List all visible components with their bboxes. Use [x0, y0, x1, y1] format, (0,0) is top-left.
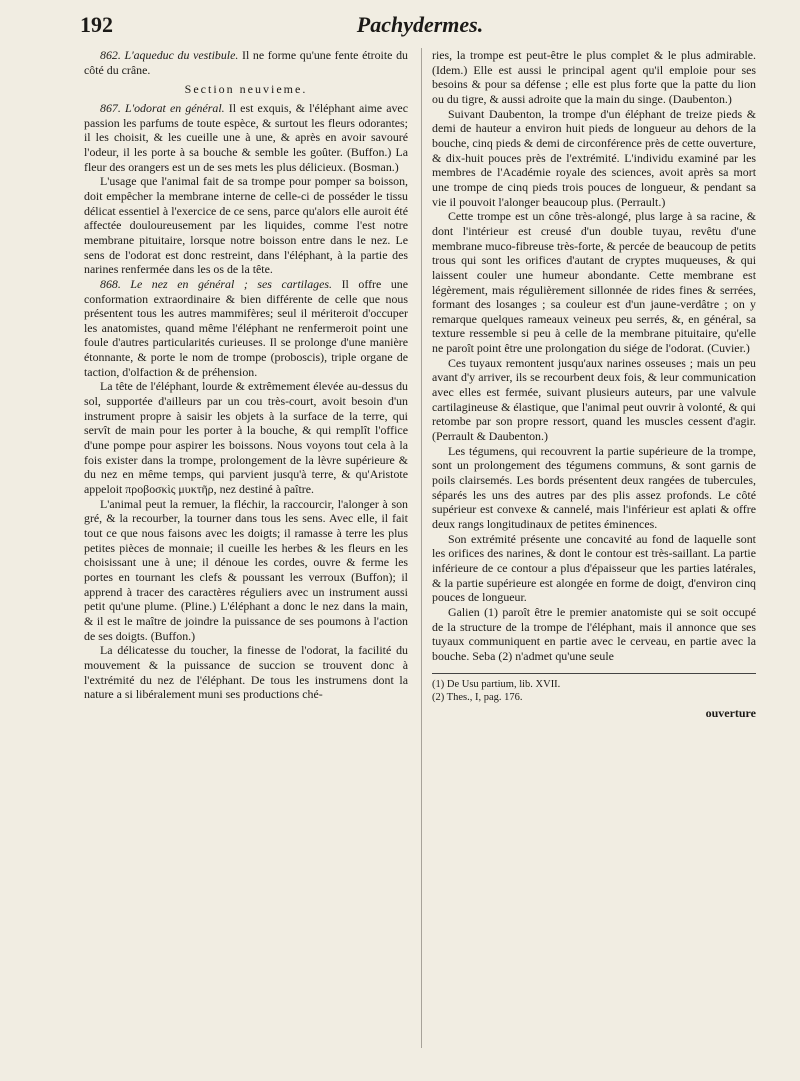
catchword: ouverture	[705, 705, 756, 720]
paragraph-text: Suivant Daubenton, la trompe d'un éléphant de treize pieds & demi de hauteur a environ huit pieds de longueur au dehors de la bouche, cinq pieds & demi de circonférence près de cette ouverture, & dix-huit pouces près de l'extrémité. L'individu examiné par les membres de l'Académie royale des sciences, avoit après sa mort une trompe de cinq pieds trois pouces de longueur, & pendant sa vie il pouvoit l'alonger beaucoup plus. (Perrault.)	[432, 106, 756, 209]
paragraph-text: La délicatesse du toucher, la finesse de l'odorat, la facilité du mouvement & la puissance de succion se trouvent donc à l'extrémité du nez de l'éléphant. De tous les instrumens dont la nature a si libéralement muni ses productions ché-	[84, 643, 408, 702]
footnote-rule	[432, 673, 756, 674]
running-head: Pachydermes.	[356, 12, 484, 37]
paragraph-text: Les tégumens, qui recouvrent la partie supérieure de la trompe, sont un prolongement des tégumens communs, & sont garnis de poils clairsemés. Les bords présentent deux rangées de tubercules, séparés les uns des autres par des plis assez profonds. Le côté supérieur est convexe & cannelé, mais l'inférieur est aplati & offre deux rangs longitudinaux de petites éminences.	[432, 443, 756, 531]
paragraph-862	[84, 48, 408, 77]
paragraph-title: 862. L'aqueduc du vestibule.	[100, 48, 239, 62]
paragraph-867	[84, 101, 408, 174]
column-divider	[421, 48, 422, 1048]
footnote: (2) Thes., I, pag. 176.	[432, 691, 523, 703]
paragraph-title: 867. L'odorat en général.	[100, 100, 225, 115]
paragraph-text: La tête de l'éléphant, lourde & extrêmement élevée au-dessus du sol, supportée d'ailleurs par un cou très-court, avoit besoin d'un instrument propre à saisir les objets à la surface de la terre, qui servît de main pour les porter à la bouche, & qui remplît l'office d'une pompe pour aspirer les boissons. Nous voyons tout cela à la fois exister dans la trompe, prolongement de la lèvre supérieure & du nez en même temps, qui parvient jusqu'à terre, & qu'Aristote appeloit προβοσκὶς μυκτῆρ, nez destiné à paître.	[84, 379, 408, 497]
page-header	[80, 12, 760, 48]
footnote: (1) De Usu partium, lib. XVII.	[432, 678, 561, 690]
paragraph-text: L'usage que l'animal fait de sa trompe pour pomper sa boisson, doit empêcher la membrane interne de celle-ci de posséder le tissu délicat essentiel à l'exercice de ce sens, parce qu'alors elle auroit été affectée douloureusement par les liquides, comme l'est notre membrane pituitaire, lorsque notre boisson entre dans le nez. Le sens de l'odorat est donc restreint, dans l'éléphant, à la partie des narines renfermée dans les os de la tête.	[84, 174, 408, 277]
left-column	[84, 48, 408, 702]
paragraph-text: Cette trompe est un cône très-alongé, plus large à sa racine, & dont l'intérieur est creusé d'un double tuyau, revêtu d'une membrane muco-fibreuse très-forte, & percée de beaucoup de petits trous qui sont les orifices d'autant de cryptes muqueuses, & qui laissent couler une humeur abondante. Cette membrane est légèrement, mais régulièrement sillonnée de rides fines & serrées, formant des losanges ; sa couleur est d'un jaune-verdâtre ; on y remarque quelques rameaux veineux peu serrés, &, en général, sa texture ressemble si peu à celle de la membrane pituitaire, qu'elle ne paroît point être une prolongation du siége de l'odorat. (Cuvier.)	[432, 209, 756, 356]
paragraph-text: Ces tuyaux remontent jusqu'aux narines osseuses ; mais un peu avant d'y arriver, ils se recourbent deux fois, & leur communication avec elles est fermée, suivant plusieurs auteurs, par une valvule cartilagineuse & élastique, que l'animal peut ouvrir à volonté, & qui retombe par son propre ressort, quand les muscles cessent d'agir. (Perrault & Daubenton.)	[432, 355, 756, 444]
right-column	[432, 48, 756, 720]
section-heading: Section neuvieme.	[184, 82, 308, 97]
page-number: 192	[80, 12, 113, 37]
paragraph-text: L'animal peut la remuer, la fléchir, la raccourcir, l'alonger à son gré, & la recourber, la tourner dans tous les sens. Avec elle, il fait tout ce que nous faisons avec les doigts; il ramasse à terre les plus petites pièces de monnaie; il cueille les herbes & les fleurs en les choisissant une à une; il dénoue les cordes, ouvre & ferme les portes en tournant les clefs & poussant les verroux (Buffon); il apprend à tracer des caractères réguliers avec un instrument aussi petit qu'une plume. (Pline.) L'éléphant a donc le nez dans la main, & il est le maître de joindre la puissance de ses poumons à l'action de ses doigts. (Buffon.)	[84, 496, 408, 643]
paragraph-text: Galien (1) paroît être le premier anatomiste qui se soit occupé de la structure de la trompe de l'éléphant, mais il annonce que ses tuyaux communiquent en partie avec le cerveau, en partie avec la bouche. Seba (2) n'admet qu'une seule	[432, 604, 756, 663]
paragraph-text: Il est exquis, & l'éléphant aime avec passion les parfums de toute espèce, & surtout les fleurs odorantes; il les choisit, & les cueille une à une, & après en avoir savouré l'odeur, il les porte à sa bouche & semble les goûter. (Buffon.) La fleur des orangers est un de ses mets les plus délicieux. (Bosman.)	[84, 100, 408, 174]
paragraph-868	[84, 277, 408, 380]
paragraph-title: 868. Le nez en général ; ses cartilages.	[100, 276, 332, 291]
paragraph-text: Son extrémité présente une concavité au fond de laquelle sont les orifices des narines, & dont le contour est très-saillant. La partie inférieure de ce contour a plus d'épaisseur que les parties latérales, & la partie supérieure est alongée en forme de doigt, d'environ cinq pouces de longueur.	[432, 531, 756, 605]
paragraph-text: Il ne forme qu'une fente étroite du côté du crâne.	[84, 48, 408, 77]
paragraph-text: ries, la trompe est peut-être le plus complet & le plus admirable. (Idem.) Elle est aussi le principal agent qu'il emploie pour ses besoins & pour sa défense ; elle est plus forte que la patte du lion ou du tigre, & aussi adroite que la main du singe. (Daubenton.)	[432, 48, 756, 106]
paragraph-text: Il offre une conformation extraordinaire & bien différente de celle que nous présentent tous les autres mammifères; seul il mériteroit d'occuper les anatomistes, quand même l'éléphant ne renfermeroit point une foule d'autres particularités curieuses. Il se prolonge d'une manière étonnante, & porte le nom de trompe (proboscis), triple organe de taction, d'olfaction & de préhension.	[84, 276, 408, 379]
